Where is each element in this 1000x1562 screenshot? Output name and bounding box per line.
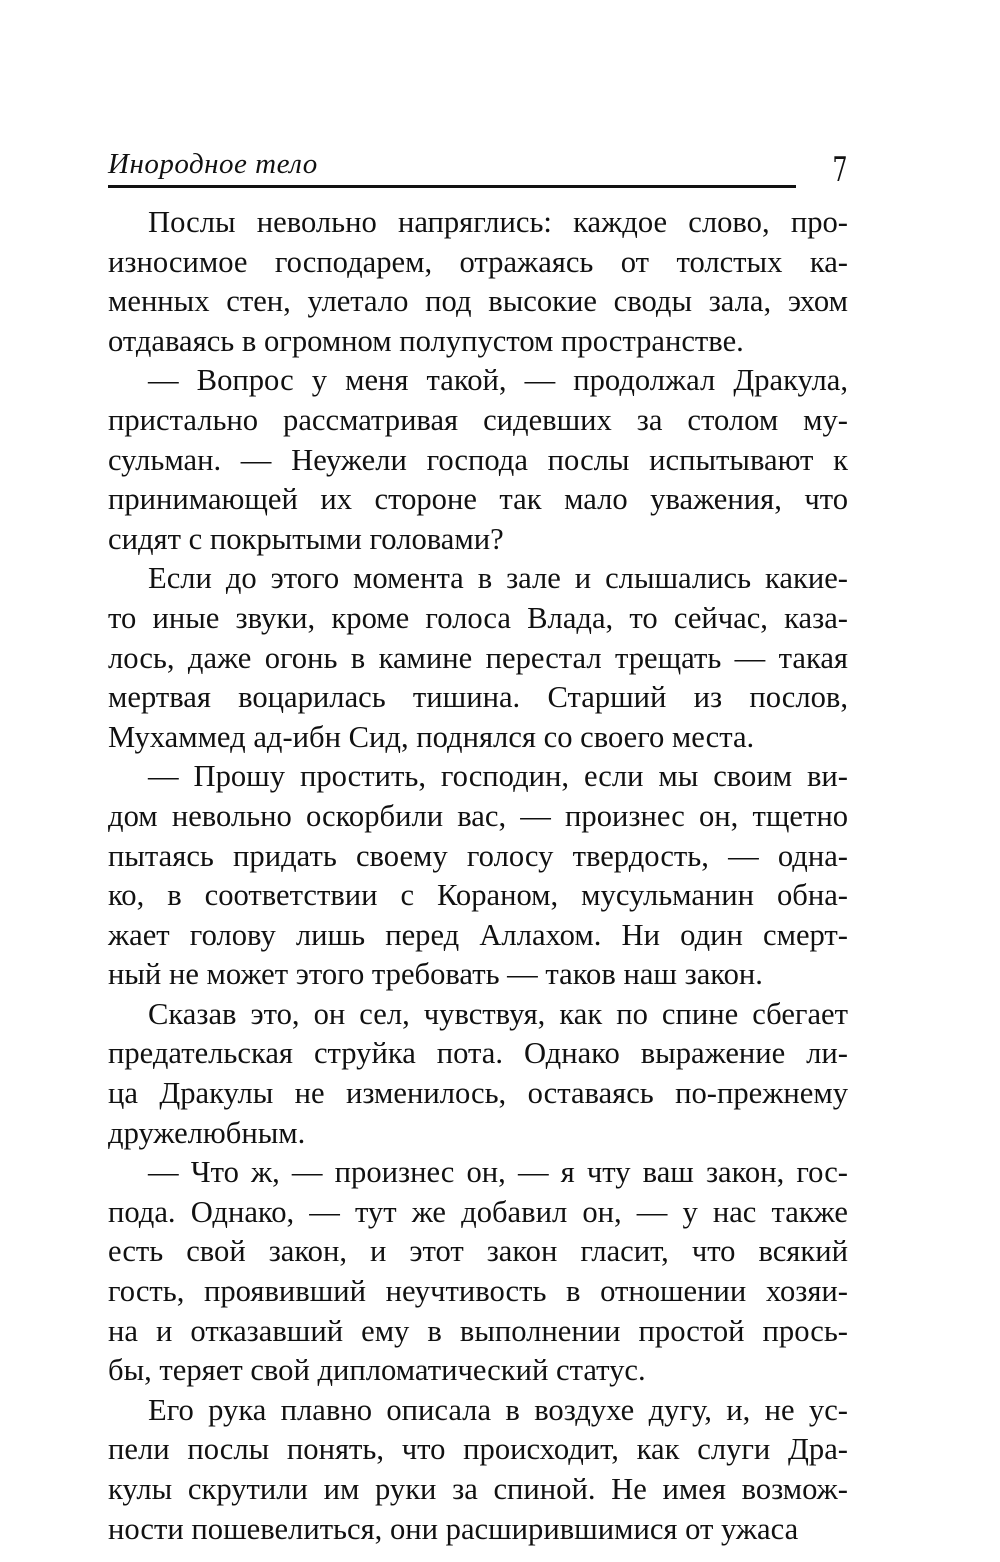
- text-line: пристально рассматривая сидевших за столом му-: [108, 402, 848, 437]
- text-line: на и отказавший ему в выполнении простой прось-: [108, 1313, 848, 1348]
- text-line: то иные звуки, кроме голоса Влада, то сейчас, каза-: [108, 600, 848, 635]
- text-line: пытаясь придать своему голосу твердость, — одна-: [108, 838, 848, 873]
- paragraph: [108, 995, 848, 1153]
- body-text: [108, 203, 848, 1549]
- paragraph: [108, 1391, 848, 1549]
- text-line: жает голову лишь перед Аллахом. Ни один смерт-: [108, 917, 848, 952]
- text-line: сидят с покрытыми головами?: [108, 521, 504, 556]
- text-line: — Что ж, — произнес он, — я чту ваш закон, гос-: [148, 1155, 848, 1190]
- running-header: [108, 147, 796, 188]
- text-line: дом невольно оскорбили вас, — произнес он, тщетно: [108, 798, 848, 833]
- text-line: пода. Однако, — тут же добавил он, — у нас также: [108, 1194, 848, 1229]
- paragraph: [108, 361, 848, 559]
- text-line: гость, проявивший неучтивость в отношении хозяи-: [108, 1274, 848, 1309]
- text-line: Если до этого момента в зале и слышались какие-: [148, 561, 848, 596]
- text-line: Сказав это, он сел, чувствуя, как по спине сбегает: [148, 996, 848, 1031]
- text-line: износимое господарем, отражаясь от толстых ка-: [108, 244, 848, 279]
- text-line: сульман. — Неужели господа послы испытывают к: [108, 442, 848, 477]
- text-line: ца Дракулы не изменилось, оставаясь по-прежнему: [108, 1076, 848, 1111]
- text-line: отдаваясь в огромном полупустом пространстве.: [108, 323, 744, 358]
- text-line: менных стен, улетало под высокие своды зала, эхом: [108, 284, 848, 319]
- text-line: есть свой закон, и этот закон гласит, что всякий: [108, 1234, 848, 1269]
- text-line: пели послы понять, что происходит, как слуги Дра-: [108, 1432, 848, 1467]
- text-line: Его рука плавно описала в воздухе дугу, и, не ус-: [148, 1392, 848, 1427]
- text-line: предательская струйка пота. Однако выражение ли-: [108, 1036, 848, 1071]
- running-title: Инородное тело: [108, 148, 318, 180]
- paragraph: [108, 203, 848, 361]
- text-line: ности пошевелиться, они расширившимися от ужаса: [108, 1511, 799, 1546]
- text-line: кулы скрутили им руки за спиной. Не имея возмож-: [108, 1472, 848, 1506]
- page-number: 7: [832, 150, 848, 190]
- text-line: — Прошу простить, господин, если мы своим ви-: [148, 759, 848, 794]
- paragraph: [108, 559, 848, 757]
- text-line: мертвая воцарилась тишина. Старший из послов,: [108, 680, 848, 715]
- text-line: дружелюбным.: [108, 1115, 306, 1150]
- text-line: ко, в соответствии с Кораном, мусульманин обна-: [108, 878, 848, 913]
- text-line: лось, даже огонь в камине перестал трещать — такая: [108, 640, 848, 675]
- paragraph: [108, 757, 848, 995]
- text-line: принимающей их стороне так мало уважения, что: [108, 482, 848, 517]
- paragraph: [108, 1153, 848, 1391]
- text-line: — Вопрос у меня такой, — продолжал Дракула,: [148, 363, 848, 398]
- text-line: Мухаммед ад-ибн Сид, поднялся со своего места.: [108, 719, 755, 754]
- text-line: ный не может этого требовать — таков наш закон.: [108, 957, 763, 992]
- text-line: бы, теряет свой дипломатический статус.: [108, 1353, 646, 1388]
- text-line: Послы невольно напряглись: каждое слово, про-: [148, 205, 848, 239]
